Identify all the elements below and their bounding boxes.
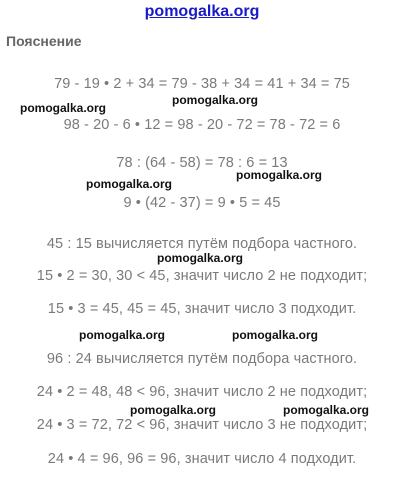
explanation-line-6: 15 • 2 = 30, 30 < 45, значит число 2 не подходит; — [36, 268, 368, 284]
site-link[interactable]: pomogalka.org — [144, 3, 260, 20]
watermark: pomogalka.org — [79, 328, 166, 342]
watermark: pomogalka.org — [20, 101, 107, 115]
watermark: pomogalka.org — [232, 328, 319, 342]
equation-line-1: 79 - 19 • 2 + 34 = 79 - 38 + 34 = 41 + 34 = 75 — [54, 76, 350, 92]
watermark: pomogalka.org — [86, 177, 173, 191]
explanation-line-8: 96 : 24 вычисляется путём подбора частного. — [46, 351, 358, 367]
equation-line-3: 78 : (64 - 58) = 78 : 6 = 13 — [116, 155, 288, 171]
explanation-heading: Пояснение — [6, 33, 82, 49]
watermark: pomogalka.org — [236, 168, 323, 182]
equation-line-4: 9 • (42 - 37) = 9 • 5 = 45 — [123, 195, 281, 211]
explanation-line-9: 24 • 2 = 48, 48 < 96, значит число 2 не подходит; — [36, 384, 368, 400]
explanation-line-7: 15 • 3 = 45, 45 = 45, значит число 3 подходит. — [47, 301, 357, 317]
explanation-line-11: 24 • 4 = 96, 96 = 96, значит число 4 подходит. — [47, 451, 357, 467]
watermark: pomogalka.org — [130, 403, 217, 417]
equation-line-2: 98 - 20 - 6 • 12 = 98 - 20 - 72 = 78 - 72 = 6 — [63, 117, 341, 133]
watermark: pomogalka.org — [283, 403, 370, 417]
watermark: pomogalka.org — [172, 93, 259, 107]
watermark: pomogalka.org — [157, 251, 244, 265]
explanation-line-10: 24 • 3 = 72, 72 < 96, значит число 3 не подходит; — [36, 417, 368, 433]
explanation-line-5: 45 : 15 вычисляется путём подбора частного. — [46, 236, 358, 252]
